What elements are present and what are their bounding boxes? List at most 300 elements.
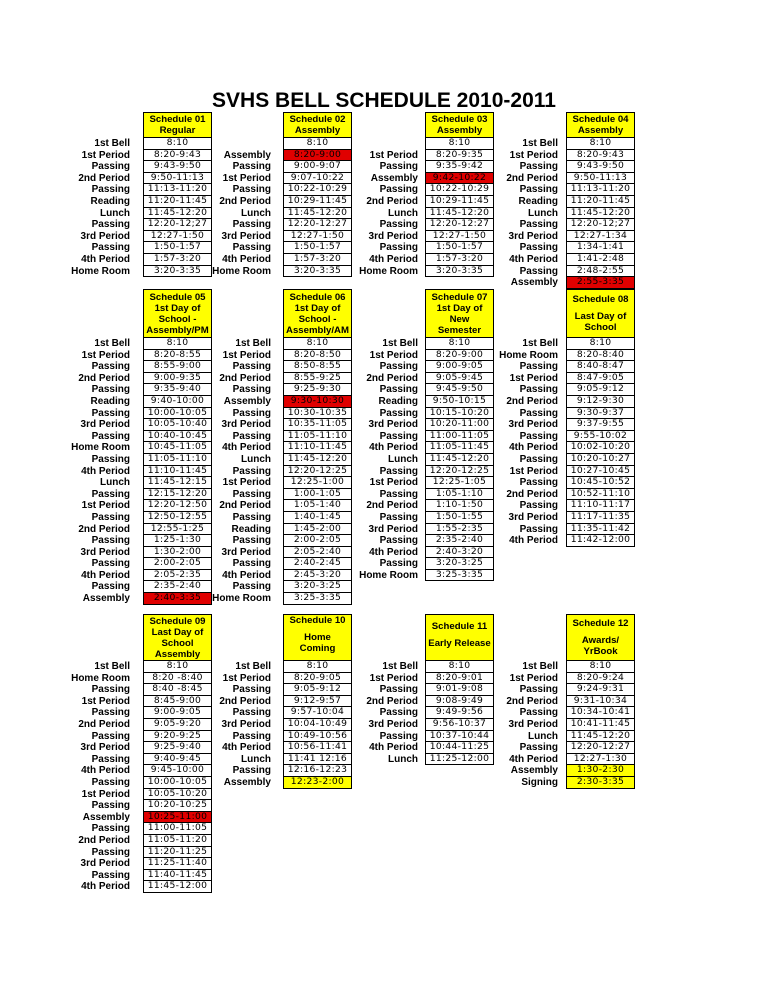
time-cell: 9:00-9:35	[144, 373, 211, 385]
time-cell: 1:55-2:35	[426, 524, 493, 536]
time-cell: 8:10	[567, 661, 634, 673]
time-cell: 8:20-9:43	[144, 150, 211, 162]
period-label: Passing	[232, 558, 271, 570]
period-label: 1st Bell	[382, 338, 418, 349]
period-label: 4th Period	[509, 442, 558, 454]
schedule-header-line: Schedule 01	[149, 114, 206, 125]
period-label: Passing	[91, 776, 130, 788]
period-label: 4th Period	[369, 546, 418, 558]
time-cell: 11:10-11:17	[567, 500, 634, 512]
schedule-header-line: Last Day of	[151, 626, 204, 638]
period-label: 4th Period	[369, 742, 418, 754]
time-cell: 9:25-9:30	[284, 384, 351, 396]
period-label: Passing	[519, 742, 558, 754]
time-cell: 8:10	[144, 661, 211, 673]
schedule-header-line: Schedule 12	[572, 618, 629, 629]
time-cell: 11:00-11:05	[426, 431, 493, 443]
time-cell: 12:25-1:05	[426, 477, 493, 489]
period-label: Passing	[91, 684, 130, 696]
time-cell: 2:40-3:35	[144, 593, 211, 605]
time-cell: 2:05-2:35	[144, 570, 211, 582]
schedule-header-line: 1st Day of	[436, 302, 483, 314]
period-label: Passing	[232, 707, 271, 719]
schedule-header	[567, 290, 634, 338]
time-cell: 8:10	[284, 661, 351, 673]
period-label: 4th Period	[509, 253, 558, 265]
time-cell: 12:27-1:50	[144, 231, 211, 243]
time-cell: 10:04-10:49	[284, 719, 351, 731]
time-cell: 3:25-3:35	[284, 593, 351, 605]
schedule-header-line: YrBook	[583, 646, 618, 657]
time-cell: 10:22-10:29	[426, 184, 493, 196]
schedule-table	[283, 112, 352, 277]
period-label: Passing	[519, 265, 558, 277]
period-label: Passing	[232, 407, 271, 419]
time-cell: 11:10-11:45	[144, 466, 211, 478]
period-label: 3rd Period	[80, 230, 130, 242]
time-cell: 10:30-10:35	[284, 408, 351, 420]
period-label: Home Room	[359, 265, 418, 277]
time-cell: 11:05-11:10	[144, 454, 211, 466]
time-cell: 10:00-10:05	[144, 408, 211, 420]
time-cell: 9:50-10:15	[426, 396, 493, 408]
period-label: Passing	[379, 488, 418, 500]
period-label: 1st Period	[369, 349, 418, 361]
time-cell: 11:45-12:20	[144, 208, 211, 220]
time-cell: 8:45-9:00	[144, 696, 211, 708]
time-cell: 9:25-9:40	[144, 742, 211, 754]
period-label: Passing	[91, 511, 130, 523]
time-cell: 3:20-3:35	[144, 266, 211, 278]
time-cell: 1:05-1:10	[426, 489, 493, 501]
period-label: Lunch	[388, 207, 418, 219]
period-label: Passing	[232, 361, 271, 373]
schedule-header-line: Schedule 11	[431, 620, 488, 632]
time-cell: 1:30-2:00	[144, 547, 211, 559]
time-cell: 8:55-9:25	[284, 373, 351, 385]
period-label: Passing	[519, 523, 558, 535]
time-cell: 11:45-12:20	[426, 208, 493, 220]
period-label: Passing	[232, 430, 271, 442]
time-cell: 11:42-12:00	[567, 535, 634, 547]
period-label: 1st Bell	[522, 661, 558, 672]
period-label: 4th Period	[222, 569, 271, 581]
period-label: Passing	[519, 384, 558, 396]
time-cell: 8:20-8:40	[567, 350, 634, 362]
time-cell: 2:30-3:35	[567, 777, 634, 789]
time-cell: 2:48-2:55	[567, 266, 634, 278]
period-label: Home Room	[499, 349, 558, 361]
time-cell: 9:43-9:50	[567, 161, 634, 173]
period-label: 2nd Period	[219, 500, 271, 512]
time-cell: 10:29-11:45	[426, 196, 493, 208]
period-label: Passing	[519, 184, 558, 196]
time-cell: 10:35-11:05	[284, 419, 351, 431]
time-cell: 2:05-2:40	[284, 547, 351, 559]
period-label: 3rd Period	[80, 742, 130, 754]
period-label: 1st Period	[509, 149, 558, 161]
period-label: Passing	[519, 500, 558, 512]
period-label: 3rd Period	[80, 419, 130, 431]
period-label: 3rd Period	[508, 511, 558, 523]
time-cell: 9:24-9:31	[567, 684, 634, 696]
period-label: Passing	[379, 684, 418, 696]
time-cell: 8:20 -8:40	[144, 673, 211, 685]
time-cell: 10:37-10:44	[426, 731, 493, 743]
time-cell: 9:08-9:49	[426, 696, 493, 708]
schedule-header-line: Schedule 04	[572, 114, 629, 125]
schedule-header-line: Early Release	[428, 637, 491, 649]
time-cell: 1:40-1:45	[284, 512, 351, 524]
period-label: 1st Bell	[94, 661, 130, 672]
period-label: Passing	[379, 361, 418, 373]
time-cell: 8:10	[426, 338, 493, 350]
time-cell: 1:10-1:50	[426, 500, 493, 512]
period-label: 2nd Period	[78, 834, 130, 846]
time-cell: 1:25-1:30	[144, 535, 211, 547]
period-label: Passing	[91, 453, 130, 465]
time-cell: 9:07-10:22	[284, 173, 351, 185]
period-labels	[499, 338, 558, 547]
period-label: Passing	[379, 161, 418, 173]
period-label: Passing	[232, 684, 271, 696]
period-label: Home Room	[212, 265, 271, 277]
period-label: 4th Period	[509, 753, 558, 765]
period-label: Passing	[91, 242, 130, 254]
time-cell: 11:45-12:20	[284, 208, 351, 220]
period-label: 1st Period	[369, 149, 418, 161]
period-label: 2nd Period	[366, 500, 418, 512]
period-label: Reading	[90, 395, 130, 407]
time-cell: 3:25-3:35	[426, 570, 493, 582]
time-cell: 1:41-2:48	[567, 254, 634, 266]
time-cell: 9:40-10:00	[144, 396, 211, 408]
period-label: 3rd Period	[221, 718, 271, 730]
period-label: 1st Bell	[382, 661, 418, 672]
period-label: 1st Period	[81, 788, 130, 800]
period-label: Passing	[519, 430, 558, 442]
time-cell: 9:42-10:22	[426, 173, 493, 185]
time-cell: 2:40-2:45	[284, 558, 351, 570]
period-labels	[359, 150, 418, 278]
time-cell: 11:41 12:16	[284, 754, 351, 766]
period-label: Assembly	[82, 811, 130, 823]
schedule-table	[143, 614, 212, 893]
time-cell: 12:15-12:20	[144, 489, 211, 501]
time-cell: 10:45-10:52	[567, 477, 634, 489]
period-label: 1st Period	[509, 372, 558, 384]
period-label: Assembly	[510, 765, 558, 777]
period-label: Passing	[519, 707, 558, 719]
schedule-header-line: Schedule 07	[431, 291, 488, 303]
time-cell: 3:20-3:25	[426, 558, 493, 570]
period-label: 2nd Period	[219, 195, 271, 207]
time-cell: 8:20-8:50	[284, 350, 351, 362]
period-label: 4th Period	[81, 881, 130, 893]
time-cell: 8:20-8:55	[144, 350, 211, 362]
time-cell: 9:01-9:08	[426, 684, 493, 696]
time-cell: 10:27-10:45	[567, 466, 634, 478]
time-cell: 1:05-1:40	[284, 500, 351, 512]
time-cell: 10:34-10:41	[567, 707, 634, 719]
schedule-table	[143, 112, 212, 277]
schedule-table	[283, 614, 352, 789]
period-label: Passing	[91, 730, 130, 742]
time-cell: 9:30-9:37	[567, 408, 634, 420]
time-cell: 10:56-11:41	[284, 742, 351, 754]
time-cell: 12:20-12:27	[284, 219, 351, 231]
period-label: Passing	[91, 184, 130, 196]
time-cell: 9:50-11:13	[144, 173, 211, 185]
time-cell: 1:34-1:41	[567, 242, 634, 254]
schedule-header-line: Last Day of	[574, 311, 627, 322]
schedule-table	[143, 289, 212, 605]
period-label: 4th Period	[222, 442, 271, 454]
period-label: Reading	[518, 195, 558, 207]
period-label: Assembly	[223, 149, 271, 161]
period-label: Passing	[232, 535, 271, 547]
period-label: Lunch	[100, 477, 130, 489]
time-cell: 11:13-11:20	[144, 184, 211, 196]
time-cell: 10:45-11:05	[144, 442, 211, 454]
time-cell: 3:20-3:35	[284, 266, 351, 278]
time-cell: 11:20-11:25	[144, 847, 211, 859]
time-cell: 8:10	[567, 338, 634, 350]
period-labels	[359, 338, 418, 581]
period-label: Lunch	[241, 207, 271, 219]
time-cell: 10:00-10:05	[144, 777, 211, 789]
time-cell: 1:00-1:05	[284, 489, 351, 501]
schedule-header	[144, 290, 211, 338]
time-cell: 9:00-9:05	[144, 707, 211, 719]
schedule-header	[144, 615, 211, 661]
period-label: 2nd Period	[78, 523, 130, 535]
time-cell: 9:35-9:42	[426, 161, 493, 173]
period-label: Passing	[91, 430, 130, 442]
time-cell: 9:40-9:45	[144, 754, 211, 766]
period-label: Passing	[91, 581, 130, 593]
time-cell: 10:40-10:45	[144, 431, 211, 443]
period-label: Passing	[91, 846, 130, 858]
time-cell: 10:25-11:00	[144, 812, 211, 824]
time-cell: 8:40-8:47	[567, 361, 634, 373]
schedule-header-line: School -	[158, 313, 197, 325]
time-cell: 8:20-9:43	[567, 150, 634, 162]
schedule-header-line: Home Coming	[299, 632, 336, 654]
time-cell: 10:44-11:25	[426, 742, 493, 754]
time-cell: 9:55-10:02	[567, 431, 634, 443]
period-label: Passing	[379, 407, 418, 419]
period-label: 4th Period	[81, 569, 130, 581]
period-label: Passing	[519, 161, 558, 173]
period-label: Passing	[379, 242, 418, 254]
period-labels	[219, 661, 271, 789]
time-cell: 9:05-9:12	[284, 684, 351, 696]
period-labels	[366, 661, 418, 765]
time-cell: 11:35-11:42	[567, 524, 634, 536]
period-label: 4th Period	[81, 765, 130, 777]
period-label: Assembly	[82, 593, 130, 605]
schedule-table	[566, 289, 635, 547]
schedule-header-line: Schedule 03	[431, 114, 488, 125]
period-label: Reading	[378, 395, 418, 407]
page-title: SVHS BELL SCHEDULE 2010-2011	[212, 89, 556, 112]
time-cell: 12:20-12:25	[284, 466, 351, 478]
period-label: Assembly	[370, 172, 418, 184]
time-cell: 12:50-12:55	[144, 512, 211, 524]
time-cell: 3:20-3:25	[284, 581, 351, 593]
period-label: 2nd Period	[78, 372, 130, 384]
period-label: 2nd Period	[366, 372, 418, 384]
schedule-header	[426, 113, 493, 138]
period-label: 2nd Period	[506, 695, 558, 707]
time-cell: 10:52-11:10	[567, 489, 634, 501]
period-label: Lunch	[528, 207, 558, 219]
period-label: 3rd Period	[508, 718, 558, 730]
period-label: Passing	[379, 730, 418, 742]
period-label: 1st Period	[81, 695, 130, 707]
period-label: 1st Bell	[235, 661, 271, 672]
time-cell: 10:41-11:45	[567, 719, 634, 731]
time-cell: 1:45-2:00	[284, 524, 351, 536]
time-cell: 8:50-8:55	[284, 361, 351, 373]
time-cell: 9:31-10:34	[567, 696, 634, 708]
period-label: 3rd Period	[508, 230, 558, 242]
time-cell: 9:57-10:04	[284, 707, 351, 719]
period-label: 3rd Period	[221, 419, 271, 431]
period-label: Passing	[232, 730, 271, 742]
period-label: Passing	[91, 800, 130, 812]
schedule-header-line: Semester	[437, 324, 482, 336]
time-cell: 10:49-10:56	[284, 731, 351, 743]
schedule-header-line: Regular	[159, 125, 196, 136]
time-cell: 2:35-2:40	[144, 581, 211, 593]
time-cell: 1:57-3:20	[284, 254, 351, 266]
time-cell: 11:05-11:10	[284, 431, 351, 443]
schedule-header-line: Assembly	[294, 125, 341, 136]
period-label: Reading	[231, 523, 271, 535]
period-label: 4th Period	[222, 742, 271, 754]
period-label: Assembly	[223, 776, 271, 788]
time-cell: 1:57-3:20	[144, 254, 211, 266]
period-label: Lunch	[241, 453, 271, 465]
time-cell: 1:50-1:57	[144, 242, 211, 254]
time-cell: 12:23-2:00	[284, 777, 351, 789]
time-cell: 12:20-12:50	[144, 500, 211, 512]
time-cell: 11:25-11:40	[144, 858, 211, 870]
time-cell: 9:00-9:05	[426, 361, 493, 373]
schedule-header-line: Schedule 05	[149, 291, 206, 303]
schedule-header	[567, 615, 634, 661]
time-cell: 1:50-1:57	[284, 242, 351, 254]
time-cell: 10:05-10:40	[144, 419, 211, 431]
schedule-table	[425, 614, 494, 765]
time-cell: 11:10-11:45	[284, 442, 351, 454]
period-label: Reading	[90, 195, 130, 207]
schedule-header	[426, 615, 493, 661]
time-cell: 11:13-11:20	[567, 184, 634, 196]
time-cell: 11:25-12:00	[426, 754, 493, 766]
schedule-header	[144, 113, 211, 138]
period-label: Passing	[232, 161, 271, 173]
time-cell: 1:50-1:57	[426, 242, 493, 254]
schedule-header-line: Schedule 08	[572, 294, 629, 305]
time-cell: 2:00-2:05	[144, 558, 211, 570]
time-cell: 11:20-11:45	[144, 196, 211, 208]
schedule-table	[425, 112, 494, 277]
time-cell: 12:55-1:25	[144, 524, 211, 536]
time-cell: 10:20-11:00	[426, 419, 493, 431]
period-label: Passing	[379, 465, 418, 477]
schedule-header-line: 1st Day of	[294, 302, 341, 314]
time-cell: 11:05-11:20	[144, 835, 211, 847]
period-label: 3rd Period	[368, 230, 418, 242]
period-label: Passing	[232, 384, 271, 396]
time-cell: 11:45-12:00	[144, 881, 211, 893]
period-label: 4th Period	[222, 253, 271, 265]
time-cell: 9:37-9:55	[567, 419, 634, 431]
time-cell: 9:20-9:25	[144, 731, 211, 743]
time-cell: 12:20-12;27	[144, 219, 211, 231]
time-cell: 9:49-9:56	[426, 707, 493, 719]
time-cell: 8:20-9:05	[284, 673, 351, 685]
period-label: 2nd Period	[366, 695, 418, 707]
time-cell: 1:50-1:55	[426, 512, 493, 524]
period-label: Passing	[91, 407, 130, 419]
time-cell: 2:40-3:20	[426, 547, 493, 559]
period-label: Passing	[91, 488, 130, 500]
period-label: Passing	[91, 161, 130, 173]
period-labels	[71, 138, 130, 277]
period-label: Passing	[91, 558, 130, 570]
time-cell: 8:47-9:05	[567, 373, 634, 385]
period-label: Passing	[91, 535, 130, 547]
period-label: 1st Period	[222, 672, 271, 684]
time-cell: 12:20-12:27	[567, 742, 634, 754]
period-label: Passing	[519, 242, 558, 254]
period-label: Passing	[91, 869, 130, 881]
period-labels	[506, 138, 558, 289]
period-label: Passing	[91, 384, 130, 396]
time-cell: 12:20-12:25	[426, 466, 493, 478]
period-label: Passing	[232, 765, 271, 777]
time-cell: 11:40-11:45	[144, 870, 211, 882]
period-label: 2nd Period	[78, 718, 130, 730]
time-cell: 8:10	[284, 338, 351, 350]
time-cell: 11:45-12:15	[144, 477, 211, 489]
schedule-header-line: 1st Day of	[154, 302, 201, 314]
period-label: Passing	[91, 361, 130, 373]
period-label: Assembly	[223, 395, 271, 407]
period-label: Passing	[379, 707, 418, 719]
time-cell: 12:16-12:23	[284, 765, 351, 777]
time-cell: 11:05-11:45	[426, 442, 493, 454]
schedule-header-line: Schedule 02	[289, 114, 346, 125]
period-labels	[71, 338, 130, 605]
period-label: 3rd Period	[80, 858, 130, 870]
time-cell: 8:10	[426, 138, 493, 150]
time-cell: 10:05-10:20	[144, 789, 211, 801]
period-label: Passing	[232, 488, 271, 500]
time-cell: 8:40 -8:45	[144, 684, 211, 696]
time-cell: 8:55-9:00	[144, 361, 211, 373]
schedule-header	[567, 113, 634, 138]
schedule-header-line: Assembly/PM	[146, 324, 209, 336]
period-label: 4th Period	[369, 253, 418, 265]
period-label: Passing	[519, 453, 558, 465]
period-label: Passing	[232, 219, 271, 231]
schedule-header	[284, 290, 351, 338]
